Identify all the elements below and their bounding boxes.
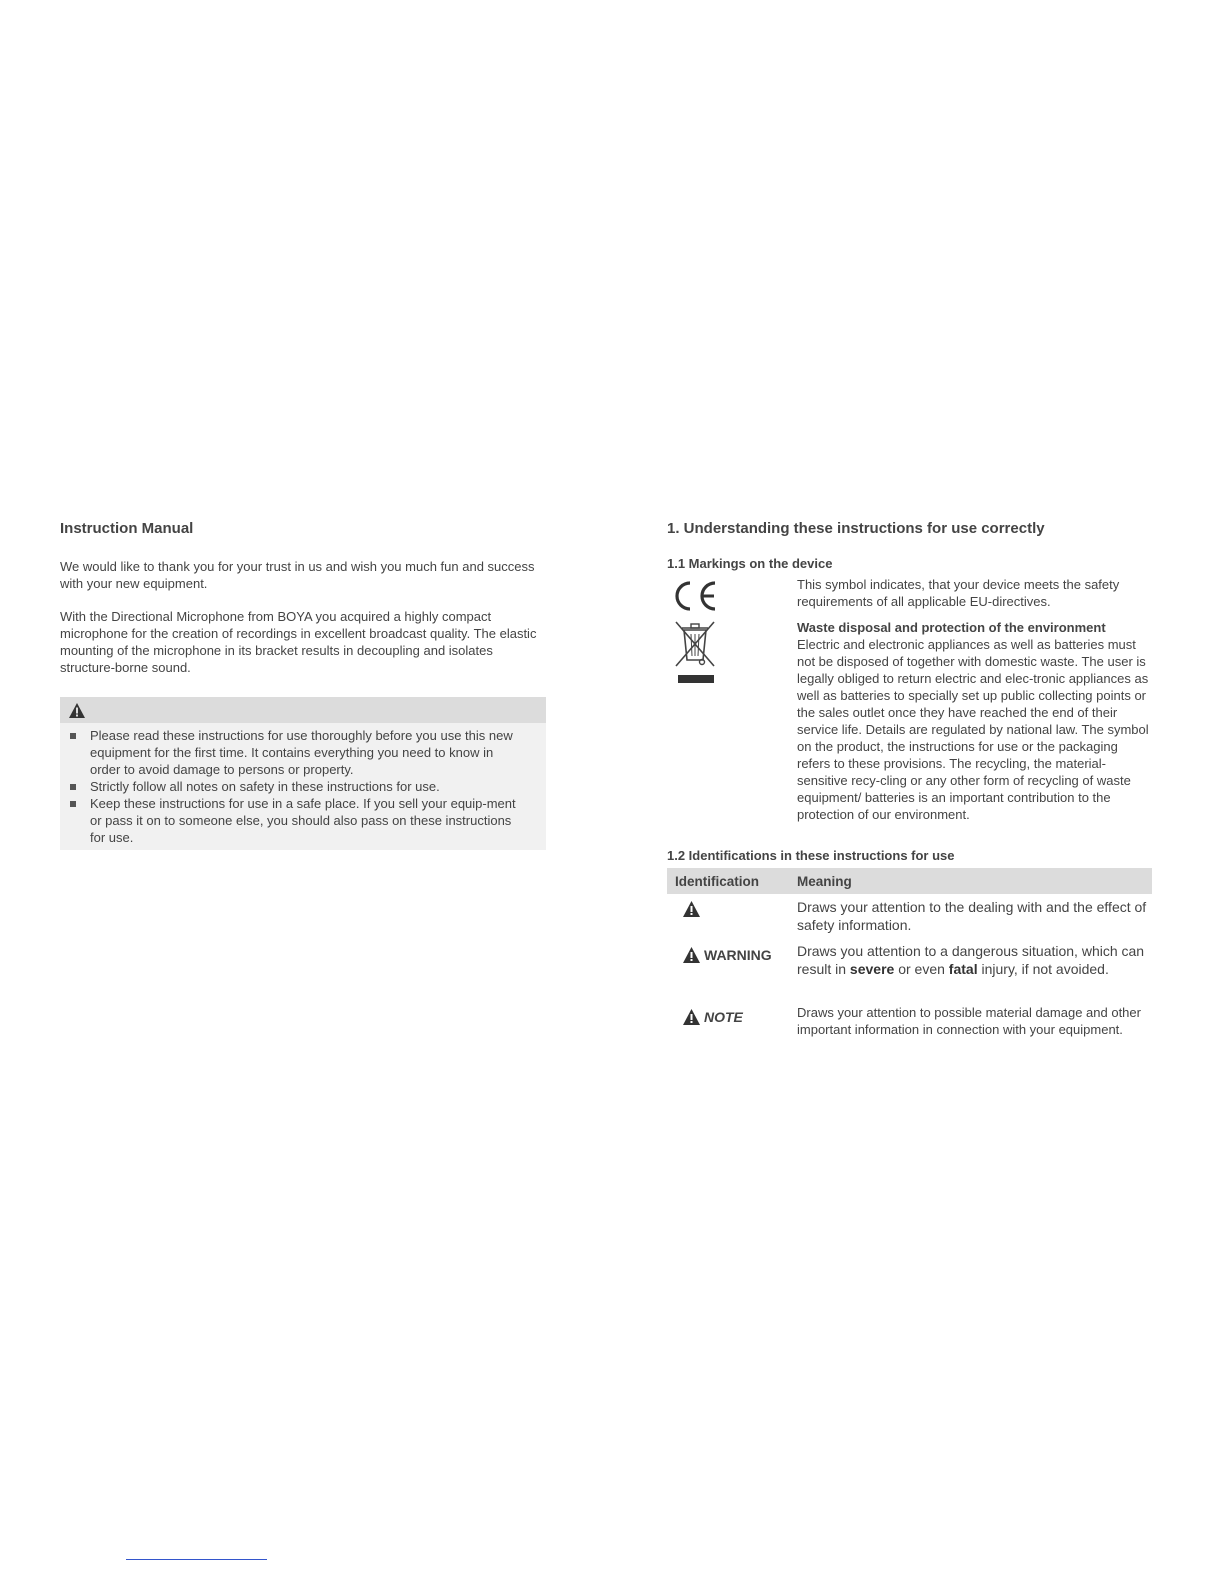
safety-notice-header [60, 697, 546, 723]
ce-mark-icon [672, 580, 720, 612]
intro-paragraph: We would like to thank you for your trust in us and wish you much fun and success with your new equipment. [60, 559, 535, 591]
list-item: Strictly follow all notes on safety in these instructions for use. [60, 778, 546, 795]
table-header [667, 868, 1152, 894]
waste-disposal-text: Electric and electronic appliances as well as batteries must not be disposed of together with domestic waste. The user is legally obliged to return electric and elec-tronic appliances as well as batteries to specially set up public collecting points or the sales outlet once they have reached the end of their service life. Details are regulated by national law. The symbol on the product, the instructions for use or the packaging refers to these provisions. The recycling, the material-sensitive recy-cling or any other form of recycling of waste equipment/ batteries is an important contribution to the protection of our environment. [797, 637, 1149, 822]
product-paragraph: With the Directional Microphone from BOYA you acquired a highly compact microphone for the creation of recordings in excellent broadcast quality. The elastic mounting of the microphone in its bracket results in decoupling and isolates structure-borne sound. [60, 609, 537, 675]
subsection-heading-identifications: 1.2 Identifications in these instructions for use [667, 848, 955, 863]
safety-list [60, 727, 546, 846]
column-header-meaning: Meaning [797, 874, 852, 889]
list-item: Please read these instructions for use thoroughly before you use this new equipment for the first time. It contains everything you need to know in order to avoid damage to persons or property. [60, 727, 546, 778]
safety-notice-box [60, 697, 546, 850]
warning-triangle-icon [683, 901, 700, 917]
section-heading: 1. Understanding these instructions for use correctly [667, 520, 1045, 537]
crossed-out-wheelie-bin-icon [672, 620, 720, 686]
warning-meaning: Draws you attention to a dangerous situation, which can result in severe or even fatal injury, if not avoided. [797, 943, 1145, 977]
waste-disposal-heading: Waste disposal and protection of the environment [797, 620, 1106, 635]
bullet-icon [70, 801, 76, 807]
column-header-identification: Identification [675, 874, 759, 889]
warning-triangle-icon [69, 703, 85, 718]
page-title: Instruction Manual [60, 520, 194, 537]
table-row-safety-symbol [683, 901, 704, 917]
warning-triangle-icon [683, 947, 700, 963]
warning-triangle-icon [683, 1009, 700, 1025]
bullet-icon [70, 733, 76, 739]
note-meaning: Draws your attention to possible material damage and other important information in connection with your equipment. [797, 1005, 1141, 1037]
footer-rule [126, 1559, 267, 1560]
subsection-heading-markings: 1.1 Markings on the device [667, 556, 833, 571]
bullet-icon [70, 784, 76, 790]
table-row-note [683, 1009, 743, 1025]
list-item: Keep these instructions for use in a safe place. If you sell your equip-ment or pass it on to someone else, you should also pass on these instructions for use. [60, 795, 546, 846]
safety-symbol-meaning: Draws your attention to the dealing with and the effect of safety information. [797, 899, 1147, 933]
note-label: NOTE [704, 1009, 743, 1025]
table-row-warning [683, 947, 772, 963]
ce-description: This symbol indicates, that your device meets the safety requirements of all applicable EU-directives. [797, 577, 1120, 609]
warning-label: WARNING [704, 947, 772, 963]
